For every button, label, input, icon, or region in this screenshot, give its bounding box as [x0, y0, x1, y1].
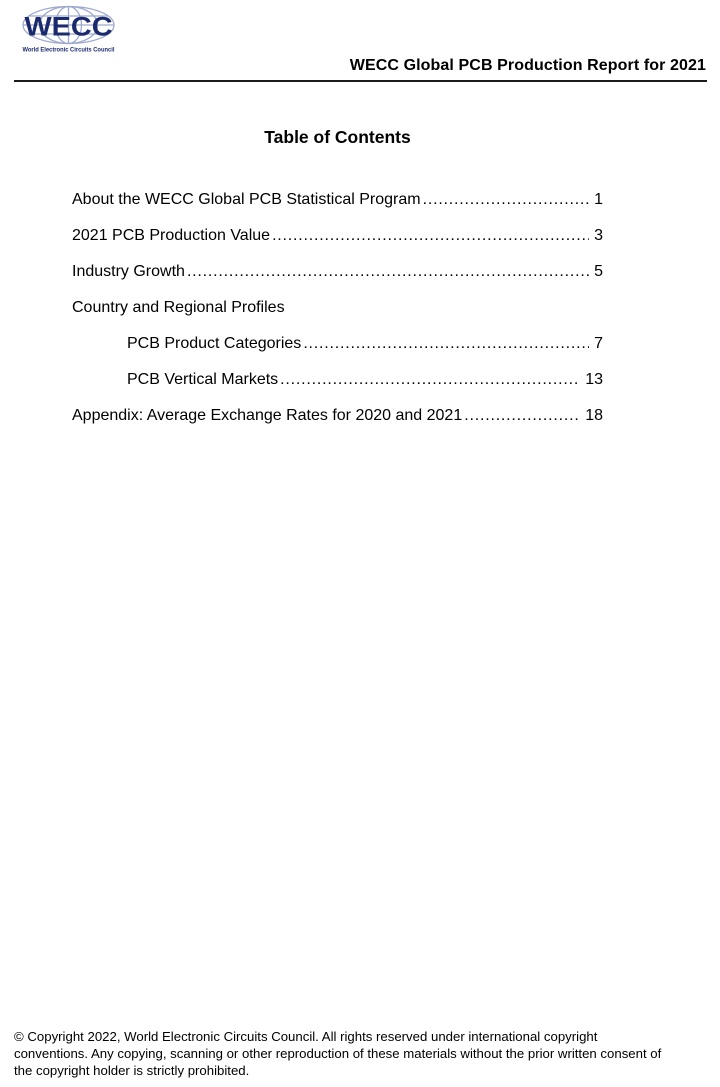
toc-leader-dots — [423, 191, 590, 209]
wecc-logo — [21, 5, 116, 54]
table-of-contents — [72, 191, 603, 443]
toc-entry — [72, 407, 603, 425]
toc-entry — [72, 263, 603, 281]
toc-entry — [72, 335, 603, 353]
header-divider — [14, 80, 707, 82]
toc-section-heading — [72, 299, 603, 317]
toc-leader-dots — [464, 407, 580, 425]
toc-page-number: 13 — [585, 371, 603, 388]
toc-leader-dots — [272, 227, 589, 245]
logo-tagline: World Electronic Circuits Council — [22, 46, 115, 54]
toc-leader-dots — [303, 335, 589, 353]
toc-entry-label: About the WECC Global PCB Statistical Program — [72, 191, 421, 208]
logo-acronym: WECC — [24, 11, 113, 42]
footer-line: conventions. Any copying, scanning or other reproduction of these materials without the prior written consent of — [14, 1046, 662, 1061]
footer-copyright — [14, 1028, 712, 1079]
toc-entry — [72, 227, 603, 245]
report-title: WECC Global PCB Production Report for 2021 — [349, 57, 706, 74]
toc-page-number: 3 — [594, 227, 603, 244]
toc-entry-label: Country and Regional Profiles — [72, 299, 285, 316]
toc-leader-dots — [280, 371, 580, 389]
toc-entry-label: PCB Vertical Markets — [127, 371, 279, 388]
toc-entry — [72, 191, 603, 209]
toc-entry-label: Appendix: Average Exchange Rates for 2020 and 2021 — [72, 407, 463, 424]
toc-entry — [72, 371, 603, 389]
toc-entry-label: PCB Product Categories — [127, 335, 302, 352]
toc-leader-dots — [187, 263, 589, 281]
toc-page-number: 5 — [594, 263, 603, 280]
toc-entry-label: 2021 PCB Production Value — [72, 227, 271, 244]
toc-entry-label: Industry Growth — [72, 263, 185, 280]
footer-line: the copyright holder is strictly prohibited. — [14, 1063, 250, 1078]
footer-line: © Copyright 2022, World Electronic Circuits Council. All rights reserved under international copyright — [14, 1029, 598, 1044]
toc-page-number: 1 — [594, 191, 603, 208]
toc-page-number: 7 — [594, 335, 603, 352]
toc-title: Table of Contents — [264, 127, 411, 147]
toc-page-number: 18 — [585, 407, 603, 424]
